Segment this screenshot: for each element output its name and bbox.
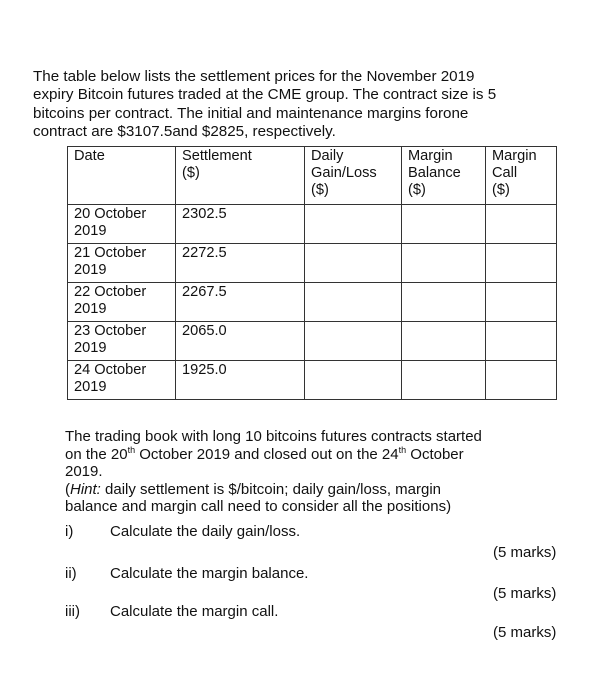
question-number: iii) [65, 603, 80, 620]
cell-call [486, 361, 557, 400]
question-1-marks: (5 marks) [493, 544, 557, 561]
question-3 [65, 603, 278, 620]
cell-settlement: 2272.5 [176, 244, 305, 283]
cell-settlement: 2267.5 [176, 283, 305, 322]
cell-balance [402, 205, 486, 244]
trading-line: on the 20th October 2019 and closed out on the 24th October [65, 444, 464, 463]
table-row [68, 283, 557, 322]
cell-call [486, 322, 557, 361]
table-row [68, 205, 557, 244]
cell-settlement: 2302.5 [176, 205, 305, 244]
cell-daily [305, 322, 402, 361]
question-text: Calculate the daily gain/loss. [110, 523, 301, 540]
header-settlement: Settlement ($) [176, 147, 305, 205]
table-header-row [68, 147, 557, 205]
cell-balance [402, 244, 486, 283]
intro-line: expiry Bitcoin futures traded at the CME group. The contract size is 5 [33, 86, 497, 104]
intro-line: bitcoins per contract. The initial and maintenance margins forone [33, 104, 469, 122]
table-row [68, 244, 557, 283]
cell-balance [402, 283, 486, 322]
cell-call [486, 244, 557, 283]
header-margin-balance: Margin Balance ($) [402, 147, 486, 205]
cell-date: 21 October 2019 [68, 244, 176, 283]
table-row [68, 361, 557, 400]
question-text: Calculate the margin call. [110, 603, 279, 620]
cell-settlement: 2065.0 [176, 322, 305, 361]
hint-label: Hint: [70, 480, 101, 498]
trading-book-paragraph [65, 428, 565, 516]
question-text: Calculate the margin balance. [110, 565, 309, 582]
cell-daily [305, 361, 402, 400]
cell-daily [305, 283, 402, 322]
question-1 [65, 523, 300, 540]
trading-line: 2019. [65, 463, 103, 480]
cell-date: 24 October 2019 [68, 361, 176, 400]
question-number: i) [65, 523, 74, 540]
header-margin-call: Margin Call ($) [486, 147, 557, 205]
question-2-marks: (5 marks) [493, 585, 557, 602]
intro-line: The table below lists the settlement prices for the November 2019 [33, 68, 475, 85]
intro-line: contract are $3107.5and $2825, respectively. [33, 122, 336, 140]
hint-line: balance and margin call need to consider all the positions) [65, 498, 452, 515]
header-daily-gain-loss: Daily Gain/Loss ($) [305, 147, 402, 205]
cell-call [486, 283, 557, 322]
cell-daily [305, 205, 402, 244]
hint-line: (Hint: daily settlement is $/bitcoin; daily gain/loss, margin [65, 480, 442, 498]
header-date: Date [68, 147, 176, 205]
cell-settlement: 1925.0 [176, 361, 305, 400]
trading-line: The trading book with long 10 bitcoins futures contracts started [65, 428, 482, 445]
question-number: ii) [65, 565, 77, 582]
cell-date: 20 October 2019 [68, 205, 176, 244]
intro-paragraph [33, 68, 593, 141]
cell-call [486, 205, 557, 244]
cell-daily [305, 244, 402, 283]
cell-date: 22 October 2019 [68, 283, 176, 322]
cell-balance [402, 322, 486, 361]
question-3-marks: (5 marks) [493, 624, 557, 641]
cell-date: 23 October 2019 [68, 322, 176, 361]
cell-balance [402, 361, 486, 400]
settlement-table [67, 146, 557, 400]
question-2 [65, 565, 308, 582]
table-row [68, 322, 557, 361]
